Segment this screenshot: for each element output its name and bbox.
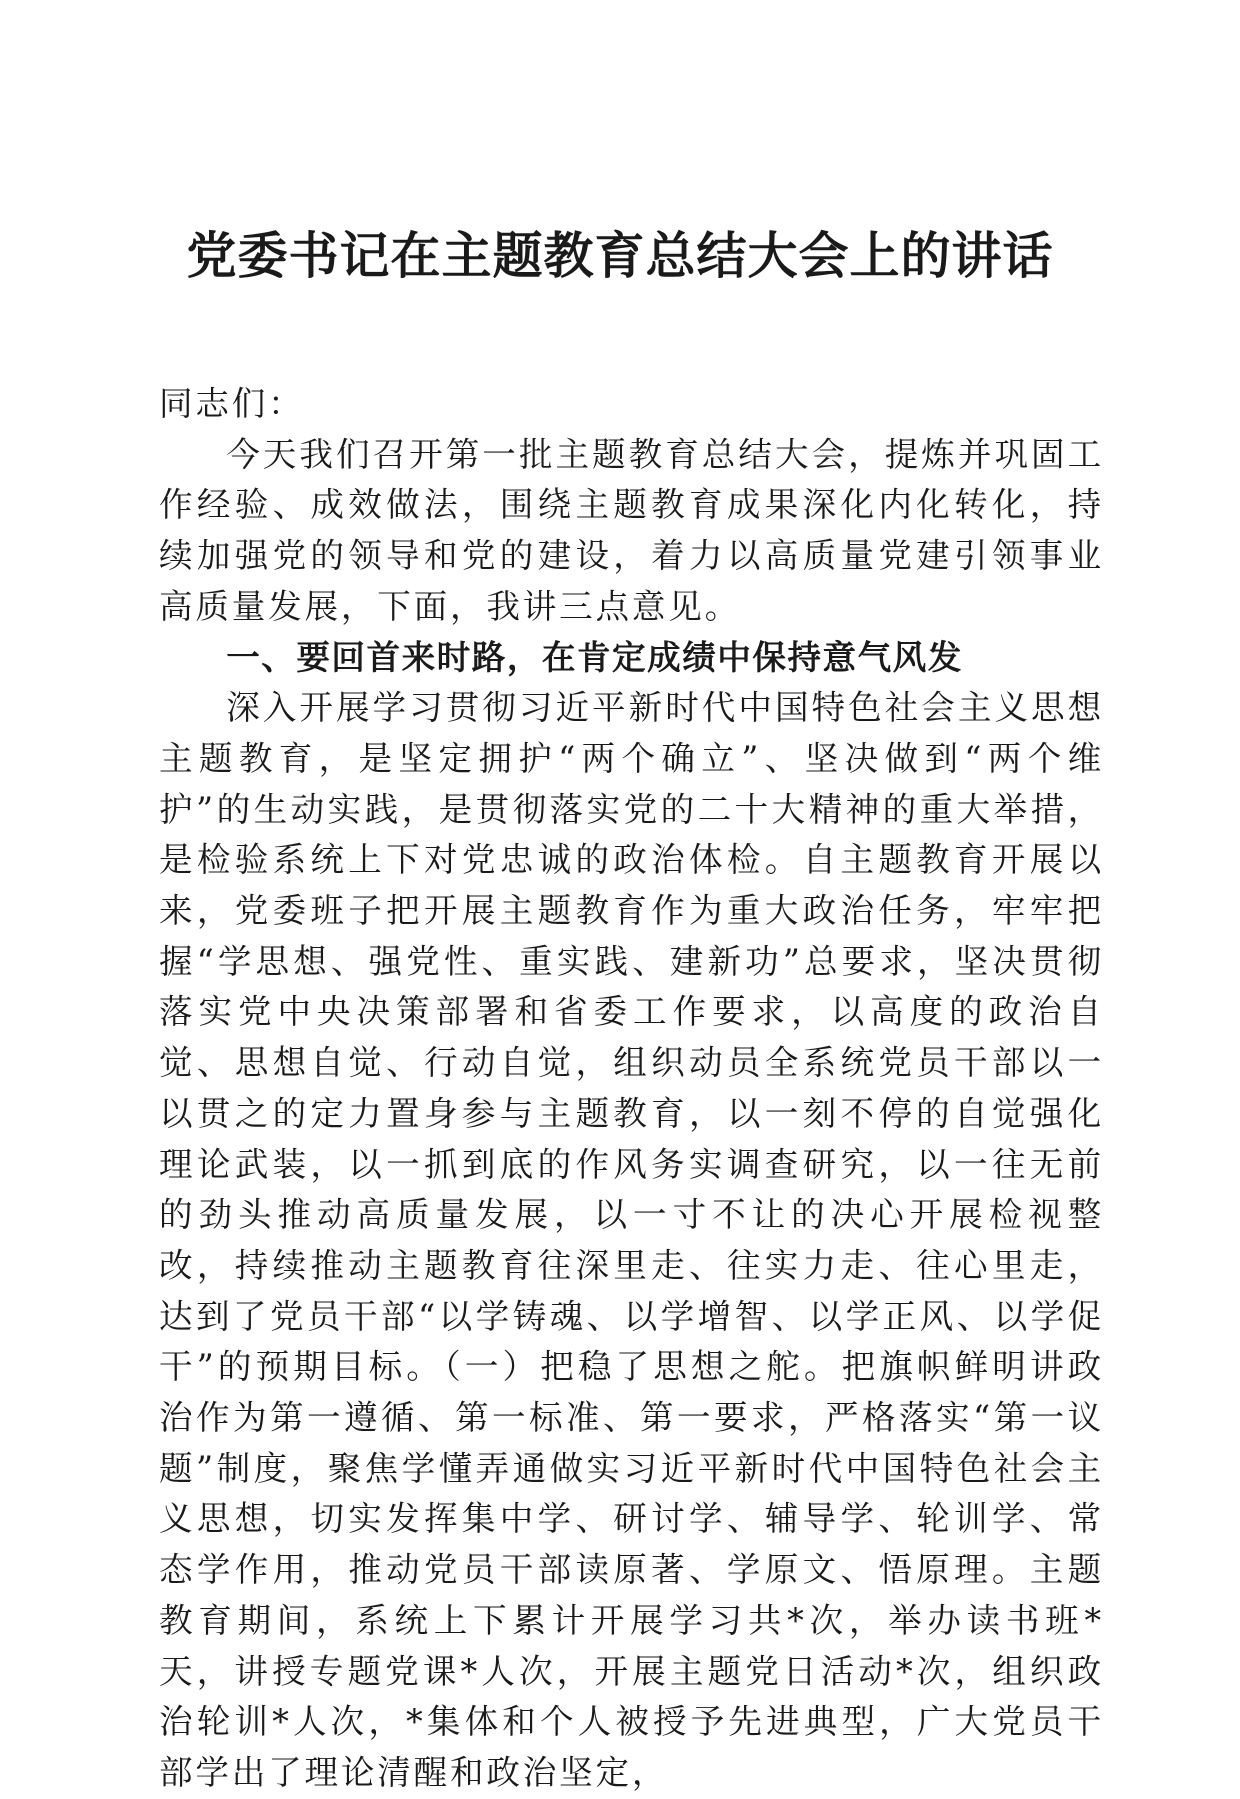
document-body xyxy=(159,379,1104,1799)
salutation: 同志们： xyxy=(159,384,305,423)
intro-paragraph: 今天我们召开第一批主题教育总结大会，提炼并巩固工作经验、成效做法，围绕主题教育成果深化内化转化，持续加强党的领导和党的建设，着力以高质量党建引领事业高质量发展，下面，我讲三点意见。 xyxy=(159,434,1104,626)
section-1-heading: 一、要回首来时路，在肯定成绩中保持意气风发 xyxy=(226,637,963,677)
section-1-paragraph: 深入开展学习贯彻习近平新时代中国特色社会主义思想主题教育，是坚定拥护“两个确立”、坚决做到“两个维护”的生动实践，是贯彻落实党的二十大精神的重大举措，是检验系统上下对党忠诚的政治体检。自主题教育开展以来，党委班子把开展主题教育作为重大政治任务，牢牢把握“学思想、强党性、重实践、建新功”总要求，坚决贯彻落实党中央决策部署和省委工作要求，以高度的政治自觉、思想自觉、行动自觉，组织动员全系统党员干部以一以贯之的定力置身参与主题教育，以一刻不停的自觉强化理论武装，以一抓到底的作风务实调查研究，以一往无前的劲头推动高质量发展，以一寸不让的决心开展检视整改，持续推动主题教育往深里走、往实力走、往心里走，达到了党员干部“以学铸魂、以学增智、以学正风、以学促干”的预期目标。（一）把稳了思想之舵。把旗帜鲜明讲政治作为第一遵循、第一标准、第一要求，严格落实“第一议题”制度，聚焦学懂弄通做实习近平新时代中国特色社会主义思想，切实发挥集中学、研讨学、辅导学、轮训学、常态学作用，推动党员干部读原著、学原文、悟原理。主题教育期间，系统上下累计开展学习共*次，举办读书班*天，讲授专题党课*人次，开展主题党日活动*次，组织政治轮训*人次，*集体和个人被授予先进典型，广大党员干部学出了理论清醒和政治坚定， xyxy=(159,688,1104,1792)
document-title: 党委书记在主题教育总结大会上的讲话 xyxy=(186,226,1054,285)
